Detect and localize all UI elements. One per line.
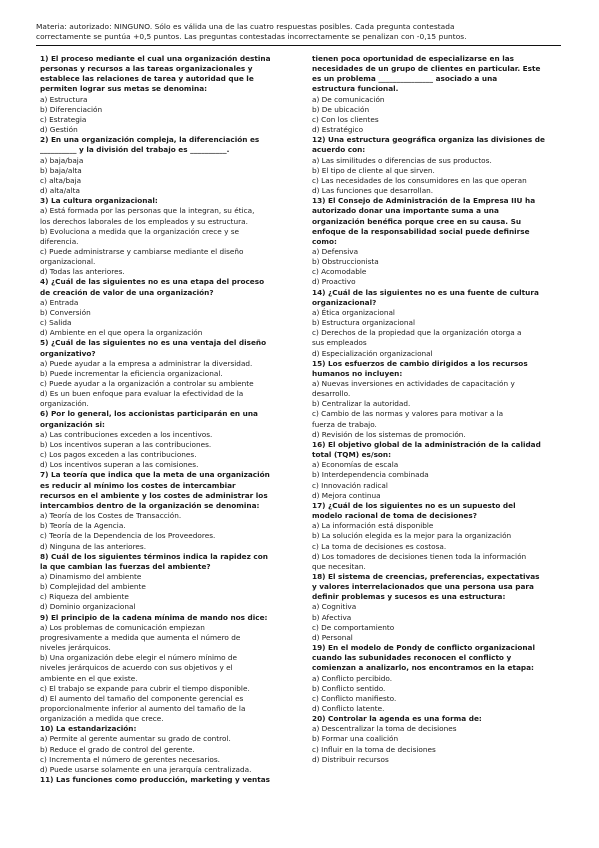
question-text-line: 14) ¿Cuál de las siguientes no es una fuente de cultura [312,287,539,297]
answer-option-line: d) El aumento del tamaño del componente gerencial es [40,693,244,703]
answer-option-line: d) Distribuir recursos [312,754,389,764]
answer-option-line: b) Obstruccionista [312,257,379,267]
questions-left-column [40,54,298,785]
question-text-line: cuando las subunidades reconocen el conflicto y [312,653,512,663]
answer-option-line: c) Las necesidades de los consumidores en las que operan [312,175,527,185]
answer-option-line: a) Economías de escala [312,460,399,470]
answer-option-line: organización a medida que crece. [40,714,164,724]
answer-option-line: d) Dominio organizacional [40,602,136,612]
answer-option-line: b) Evoluciona a medida que la organización crece y se [40,226,240,236]
question-text-line: 7) La teoría que indica que la meta de una organización [40,470,270,480]
header-divider [36,45,561,46]
question-text-line: intercambios dentro de la organización se denomina: [40,500,260,510]
answer-option-line: b) Una organización debe elegir el número mínimo de [40,653,238,663]
question-text-line: enfoque de la responsabilidad social puede definirse [312,226,530,236]
answer-option-line: a) Nuevas inversiones en actividades de capacitación y [312,379,515,388]
answer-option-line: b) Diferenciación [40,104,103,114]
answer-option-line: b) Centralizar la autoridad. [312,399,411,409]
answer-option-line: a) Estructura [40,94,88,104]
answer-option-line: c) Estrategia [40,114,87,124]
answer-option-line: sus empleados [312,338,367,348]
answer-option-line: a) Descentralizar la toma de decisiones [312,724,457,734]
answer-option-line: d) Proactivo [312,277,356,287]
answer-option-line: niveles jerárquicos de acuerdo con sus objetivos y el [40,663,233,673]
answer-option-line: d) alta/alta [40,186,80,196]
answer-option-line: a) Las similitudes o diferencias de sus productos. [312,155,492,165]
question-text-line: 2) En una organización compleja, la diferenciación es [40,135,260,145]
answer-option-line: d) Conflicto latente. [312,704,385,713]
answer-option-line: c) Influir en la toma de decisiones [312,744,436,754]
answer-option-line: b) Conflicto sentido. [312,683,386,693]
answer-option-line: d) Revisión de los sistemas de promoción. [312,429,466,439]
question-text-line: organizacional? [312,297,377,307]
question-text-line: como: [312,236,337,246]
answer-option-line: c) Innovación radical [312,480,388,490]
question-text-line: modelo racional de toma de decisiones? [312,511,477,521]
answer-option-line: b) El tipo de cliente al que sirven. [312,165,435,175]
question-text-line: 13) El Consejo de Administración de la Empresa IIU ha [312,196,536,206]
question-text-line: 11) Las funciones como producción, marketing y ventas [40,775,270,785]
question-text-line: __________ y la división del trabajo es __________. [40,145,230,155]
question-text-line: 15) Los esfuerzos de cambio dirigidos a los recursos [312,358,528,368]
question-text-line: y valores interrelacionados que una persona usa para [312,582,534,592]
answer-option-line: c) Teoría de la Dependencia de los Proveedores. [40,531,216,541]
questions-right-column [312,54,562,765]
question-text-line: acuerdo con: [312,145,366,155]
answer-option-line: organizacional. [40,257,96,267]
answer-option-line: c) alta/baja [40,175,82,185]
question-text-line: 17) ¿Cuál de los siguientes no es un supuesto del [312,500,516,510]
question-text-line: establece las relaciones de tarea y autoridad que le [40,74,254,84]
answer-option-line: ambiente en el que existe. [40,673,138,683]
question-text-line: tienen poca oportunidad de especializarse en las [312,54,514,63]
answer-option-line: a) Ética organizacional [312,307,395,317]
question-text-line: organizativo? [40,348,96,358]
answer-option-line: c) De comportamiento [312,622,395,632]
answer-option-line: d) Mejora continua [312,490,381,500]
exam-instructions [36,22,561,43]
answer-option-line: c) Incrementa el número de gerentes necesarios. [40,754,220,764]
answer-option-line: c) Cambio de las normas y valores para motivar a la [312,409,504,419]
answer-option-line: a) Entrada [40,297,79,307]
question-text-line: 18) El sistema de creencias, preferencias, expectativas [312,571,540,581]
question-text-line: total (TQM) es/son: [312,450,392,460]
answer-option-line: a) Las contribuciones exceden a los incentivos. [40,429,213,439]
question-text-line: 6) Por lo general, los accionistas participarán en una [40,409,258,419]
answer-option-line: a) De comunicación [312,94,385,104]
question-text-line: es un problema _______________ asociado a una [312,74,498,84]
answer-option-line: a) Puede ayudar a la empresa a administrar la diversidad. [40,358,253,368]
question-text-line: 3) La cultura organizacional: [40,196,158,206]
question-text-line: 4) ¿Cuál de las siguientes no es una etapa del proceso [40,277,265,287]
question-text-line: 1) El proceso mediante el cual una organización destina [40,54,271,63]
answer-option-line: b) Complejidad del ambiente [40,582,146,592]
answer-option-line: organización. [40,399,89,409]
answer-option-line: d) Ambiente en el que opera la organización [40,328,203,338]
question-text-line: humanos no incluyen: [312,368,403,378]
answer-option-line: b) Conversión [40,307,91,317]
question-text-line: 8) Cuál de los siguientes términos indica la rapidez con [40,551,268,561]
answer-option-line: a) Teoría de los Costes de Transacción. [40,511,182,521]
answer-option-line: a) Conflicto percibido. [312,673,393,683]
answer-option-line: c) Derechos de la propiedad que la organización otorga a [312,328,522,338]
question-text-line: comienzan a analizarlo, nos encontramos en la etapa: [312,663,534,673]
answer-option-line: b) Afectiva [312,612,352,622]
question-text-line: organización benéfica porque cree en su causa. Su [312,216,522,226]
answer-option-line: d) Los tomadores de decisiones tienen toda la información [312,551,527,561]
answer-option-line: b) Estructura organizacional [312,318,416,328]
answer-option-line: d) Las funciones que desarrollan. [312,186,434,196]
instructions-line-2: correctamente se puntúa +0,5 puntos. Las preguntas contestadas incorrectamente se penalizan con -0,15 puntos. [36,32,467,42]
answer-option-line: c) La toma de decisiones es costosa. [312,541,447,551]
answer-option-line: a) Cognitiva [312,602,357,612]
answer-option-line: que necesitan. [312,561,366,571]
answer-option-line: progresivamente a medida que aumenta el número de [40,632,241,642]
answer-option-line: c) Puede administrarse y cambiarse mediante el diseño [40,246,244,256]
answer-option-line: c) Acomodable [312,267,367,277]
answer-option-line: c) El trabajo se expande para cubrir el tiempo disponible. [40,683,250,693]
question-text-line: permiten lograr sus metas se denomina: [40,84,208,94]
answer-option-line: d) Especialización organizacional [312,348,433,358]
answer-option-line: c) Con los clientes [312,114,379,124]
question-text-line: 20) Controlar la agenda es una forma de: [312,714,482,724]
question-text-line: estructura funcional. [312,84,399,94]
question-text-line: 10) La estandarización: [40,724,137,734]
answer-option-line: b) Interdependencia combinada [312,470,429,480]
answer-option-line: diferencia. [40,236,79,246]
answer-option-line: d) Los incentivos superan a las comisiones. [40,460,199,470]
question-text-line: de creación de valor de una organización? [40,287,214,297]
answer-option-line: a) Está formada por las personas que la integran, su ética, [40,206,255,216]
instructions-line-1: Materia: autorizado: NINGUNO. Sólo es válida una de las cuatro respuestas posibles. Cada pregunta contestada [36,22,455,31]
question-text-line: autorizado donar una importante suma a una [312,206,499,216]
answer-option-line: b) Formar una coalición [312,734,399,744]
answer-option-line: a) Los problemas de comunicación empiezan [40,622,205,632]
answer-option-line: d) Gestión [40,125,78,135]
answer-option-line: b) Reduce el grado de control del gerente. [40,744,195,754]
answer-option-line: d) Todas las anteriores. [40,267,125,277]
answer-option-line: a) Defensiva [312,246,359,256]
question-text-line: necesidades de un grupo de clientes en particular. Este [312,64,541,74]
question-text-line: personas y recursos a las tareas organizacionales y [40,64,253,74]
answer-option-line: b) Teoría de la Agencia. [40,521,126,531]
question-text-line: 19) En el modelo de Pondy de conflicto organizacional [312,643,535,653]
answer-option-line: c) Los pagos exceden a las contribuciones. [40,450,197,460]
answer-option-line: d) Personal [312,632,353,642]
answer-option-line: desarrollo. [312,389,351,399]
answer-option-line: b) Puede incrementar la eficiencia organizacional. [40,368,223,378]
answer-option-line: b) Los incentivos superan a las contribuciones. [40,439,212,449]
answer-option-line: b) baja/alta [40,165,82,175]
question-text-line: definir problemas y sucesos es una estructura: [312,592,506,602]
answer-option-line: c) Conflicto manifiesto. [312,693,397,703]
answer-option-line: b) La solución elegida es la mejor para la organización [312,531,512,541]
answer-option-line: a) Dinamismo del ambiente [40,571,142,581]
answer-option-line: c) Salida [40,318,72,328]
question-text-line: 5) ¿Cuál de las siguientes no es una ventaja del diseño [40,338,267,348]
answer-option-line: d) Es un buen enfoque para evaluar la efectividad de la [40,389,244,399]
answer-option-line: d) Estratégico [312,125,364,135]
question-text-line: la que cambian las fuerzas del ambiente? [40,561,211,571]
question-text-line: 12) Una estructura geográfica organiza las divisiones de [312,135,545,145]
answer-option-line: d) Ninguna de las anteriores. [40,541,147,551]
answer-option-line: a) La información está disponible [312,521,434,531]
answer-option-line: c) Puede ayudar a la organización a controlar su ambiente [40,379,254,388]
question-text-line: recursos en el ambiente y los costes de administrar los [40,490,268,500]
answer-option-line: fuerza de trabajo. [312,419,377,429]
answer-option-line: niveles jerárquicos. [40,643,111,653]
answer-option-line: a) Permite al gerente aumentar su grado de control. [40,734,231,744]
question-text-line: 16) El objetivo global de la administración de la calidad [312,439,541,449]
answer-option-line: proporcionalmente inferior al aumento del tamaño de la [40,704,246,713]
question-text-line: es reducir al mínimo los costes de intercambiar [40,480,236,490]
answer-option-line: c) Riqueza del ambiente [40,592,129,602]
answer-option-line: los derechos laborales de los empleados y su estructura. [40,216,248,226]
question-text-line: organización si: [40,419,105,429]
answer-option-line: d) Puede usarse solamente en una jerarquía centralizada. [40,764,252,774]
question-text-line: 9) El principio de la cadena mínima de mando nos dice: [40,612,268,622]
answer-option-line: b) De ubicación [312,104,370,114]
answer-option-line: a) baja/baja [40,155,84,165]
